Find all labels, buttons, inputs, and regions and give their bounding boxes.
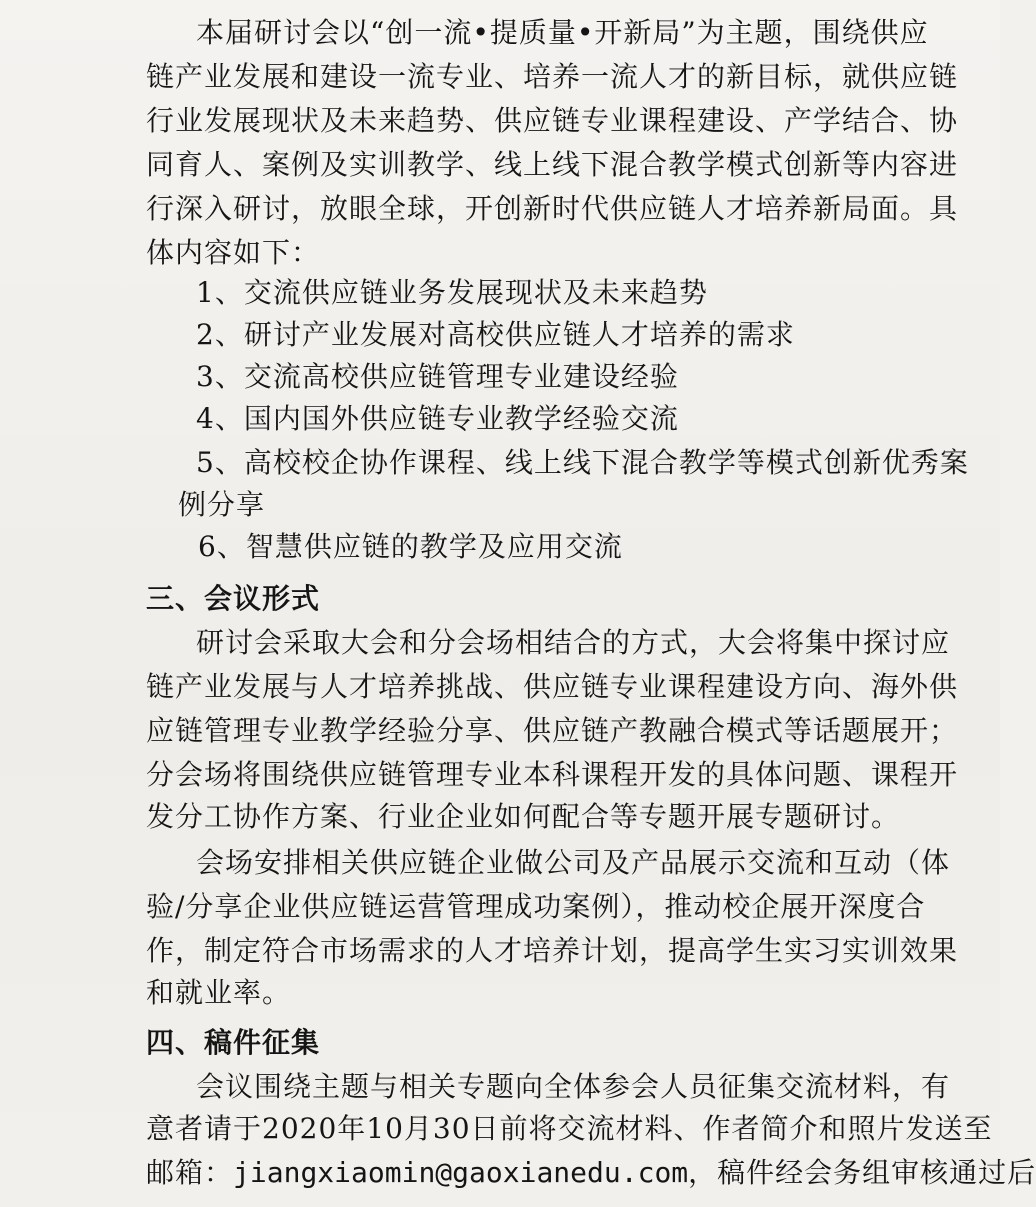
paragraph-line: 行深入研讨，放眼全球，开创新时代供应链人才培养新局面。具 — [146, 192, 959, 225]
section-heading: 三、会议形式 — [146, 582, 321, 615]
paragraph-line: 同育人、案例及实训教学、线上线下混合教学模式创新等内容进 — [146, 148, 959, 181]
paragraph-line: 链产业发展与人才培养挑战、供应链专业课程建设方向、海外供 — [146, 670, 959, 703]
section-heading: 四、稿件征集 — [146, 1026, 321, 1059]
list-item: 2、研讨产业发展对高校供应链人才培养的需求 — [196, 318, 795, 351]
paragraph-line: 发分工协作方案、行业企业如何配合等专题开展专题研讨。 — [146, 800, 901, 833]
paragraph-line: 分会场将围绕供应链管理专业本科课程开发的具体问题、课程开 — [146, 758, 959, 791]
list-item: 6、智慧供应链的教学及应用交流 — [198, 530, 623, 563]
paragraph-line: 会场安排相关供应链企业做公司及产品展示交流和互动（体 — [196, 846, 951, 879]
paragraph-line: 会议围绕主题与相关专题向全体参会人员征集交流材料，有 — [196, 1070, 951, 1103]
list-item: 3、交流高校供应链管理专业建设经验 — [196, 360, 679, 393]
paragraph-line: 应链管理专业教学经验分享、供应链产教融合模式等话题展开； — [146, 714, 959, 747]
email-prefix: 邮箱： — [146, 1156, 234, 1189]
paragraph-line: 研讨会采取大会和分会场相结合的方式，大会将集中探讨应 — [196, 626, 951, 659]
email-suffix: ，稿件经会务组审核通过后 — [688, 1156, 1036, 1189]
email-address: jiangxiaomin@gaoxianedu.com — [233, 1156, 689, 1189]
paragraph-line: 验/分享企业供应链运营管理成功案例），推动校企展开深度合 — [146, 890, 926, 923]
paragraph-line: 作，制定符合市场需求的人才培养计划，提高学生实习实训效果 — [146, 934, 959, 967]
list-item: 5、高校校企协作课程、线上线下混合教学等模式创新优秀案 — [196, 446, 969, 479]
paragraph-line: 链产业发展和建设一流专业、培养一流人才的新目标，就供应链 — [146, 60, 959, 93]
list-item: 1、交流供应链业务发展现状及未来趋势 — [196, 276, 708, 309]
paragraph-line: 体内容如下： — [146, 236, 321, 269]
paragraph-line: 意者请于2020年10月30日前将交流材料、作者简介和照片发送至 — [146, 1112, 993, 1145]
list-item: 4、国内国外供应链专业教学经验交流 — [196, 402, 679, 435]
paragraph-line: 本届研讨会以“创一流•提质量•开新局”为主题，围绕供应 — [196, 16, 929, 49]
email-line — [146, 1156, 1036, 1190]
paragraph-line: 行业发展现状及未来趋势、供应链专业课程建设、产学结合、协 — [146, 104, 959, 137]
list-item-continuation: 例分享 — [178, 488, 266, 521]
paragraph-line: 和就业率。 — [146, 976, 292, 1009]
